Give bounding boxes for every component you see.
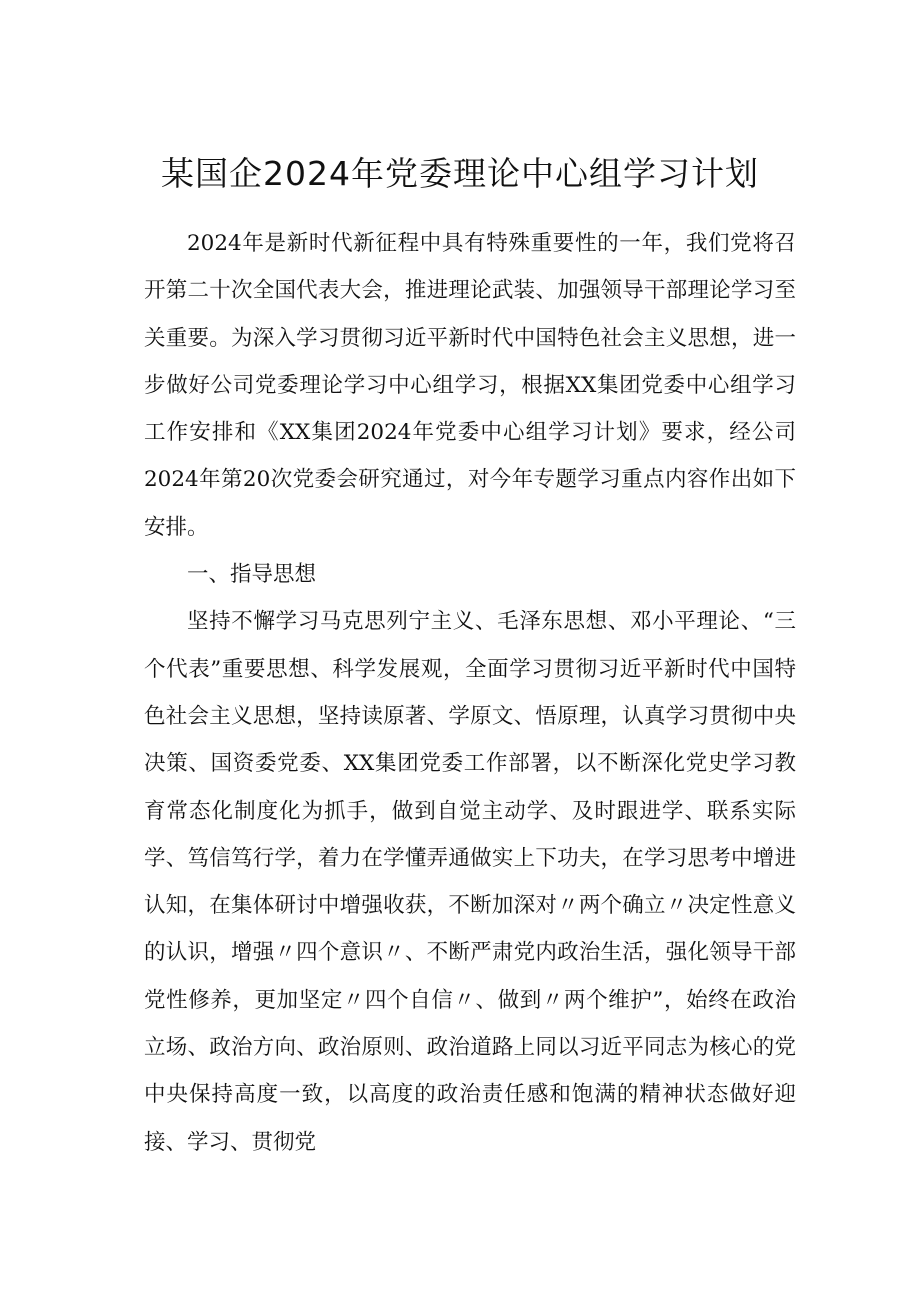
section-heading: 一、指导思想	[187, 562, 317, 588]
document-body	[144, 220, 796, 1166]
guiding-thought-paragraph: 坚持不懈学习马克思列宁主义、毛泽东思想、邓小平理论、“三个代表”重要思想、科学发展观，全面学习贯彻习近平新时代中国特色社会主义思想，坚持读原著、学原文、悟原理，认真学习贯彻中央决策、国资委党委、XX集团党委工作部署，以不断深化党史学习教育常态化制度化为抓手，做到自觉主动学、及时跟进学、联系实际学、笃信笃行学，着力在学懂弄通做实上下功夫，在学习思考中增进认知，在集体研讨中增强收获，不断加深对〃两个确立〃决定性意义的认识，增强〃四个意识〃、不断严肃党内政治生活，强化领导干部党性修养，更加坚定〃四个自信〃、做到〃两个维护”，始终在政治立场、政治方向、政治原则、政治道路上同以习近平同志为核心的党中央保持高度一致，以高度的政治责任感和饱满的精神状态做好迎接、学习、贯彻党	[144, 609, 796, 1155]
document-title: 某国企2024年党委理论中心组学习计划	[161, 154, 759, 193]
intro-paragraph: 2024年是新时代新征程中具有特殊重要性的一年，我们党将召开第二十次全国代表大会，推进理论武装、加强领导干部理论学习至关重要。为深入学习贯彻习近平新时代中国特色社会主义思想，进一步做好公司党委理论学习中心组学习，根据XX集团党委中心组学习工作安排和《XX集团2024年党委中心组学习计划》要求，经公司2024年第20次党委会研究通过，对今年专题学习重点内容作出如下安排。	[144, 231, 796, 540]
